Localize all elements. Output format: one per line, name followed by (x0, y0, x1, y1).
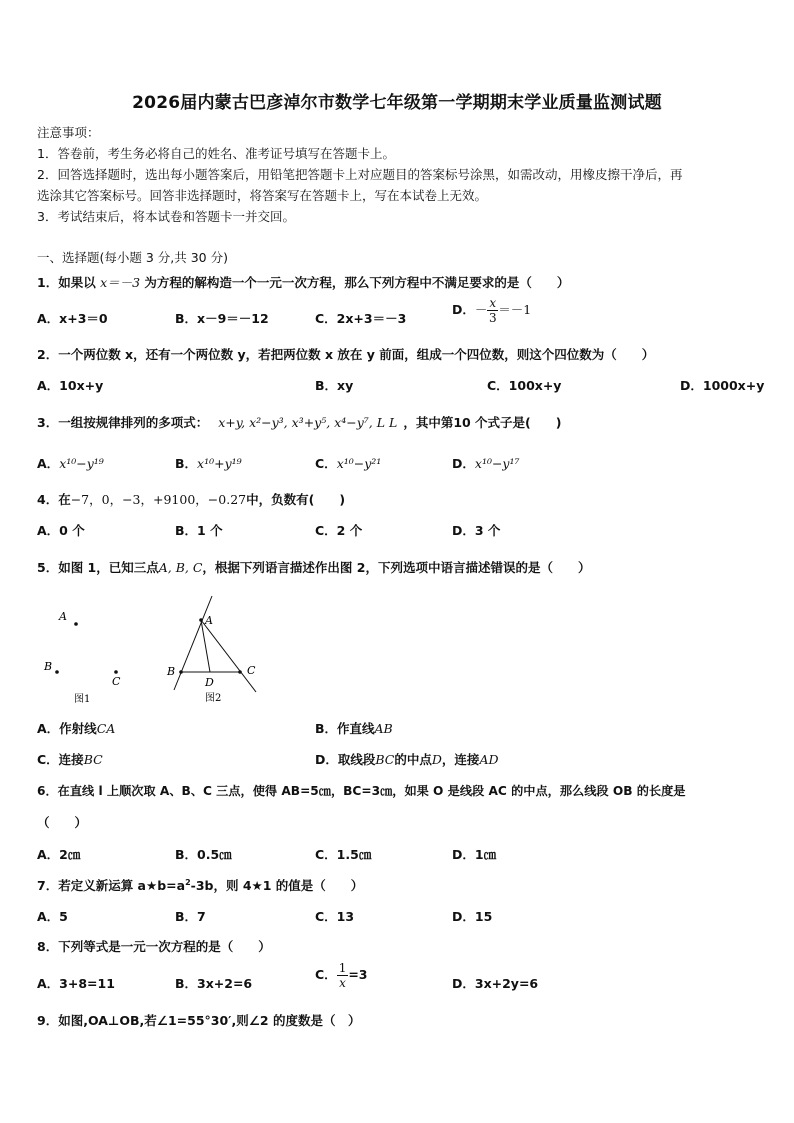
q1-d-rest: ＝－1 (498, 302, 532, 317)
q4-option-d: D．3 个 (452, 523, 501, 538)
q1-option-d (452, 297, 531, 324)
fig2-label-a: A (205, 614, 213, 627)
q5-c-math: BC (83, 752, 103, 767)
q4-option-c: C．2 个 (315, 523, 363, 538)
q5-a-label: A．作射线 (37, 721, 97, 736)
notice-item-1: 1．答卷前，考生务必将自己的姓名、准考证号填写在答题卡上。 (37, 146, 395, 161)
q1-stem-part-a: 1．如果以 (37, 275, 101, 290)
q7-stem-sup: 2 (185, 878, 191, 887)
q8-c-fraction (337, 962, 349, 989)
q1-option-c: C．2x+3＝－3 (315, 311, 407, 326)
question-6-stem: 6．在直线 l 上顺次取 A、B、C 三点，使得 AB=5㎝，BC=3㎝，如果 O 是线段 AC 的中点，那么线段 OB 的长度是 (37, 784, 686, 798)
q3-stem-math: x+y, x²−y³, x³+y⁵, x⁴−y⁷, L L (218, 415, 398, 430)
q8-c-numerator: 1 (338, 961, 347, 975)
q1-stem-math: x＝－3 (100, 275, 141, 290)
question-8-stem: 8．下列等式是一元一次方程的是（ ） (37, 939, 271, 954)
fig2-point-b (179, 670, 183, 674)
q5-a-math: CA (96, 721, 116, 736)
fig1-label-a: A (59, 610, 67, 623)
q3-d-label: D． (452, 456, 475, 471)
q5-option-c (37, 750, 103, 768)
q1-d-denominator: 3 (488, 311, 497, 325)
q2-option-b: B．xy (315, 378, 354, 393)
fig2-label-b: B (167, 665, 176, 678)
q8-option-b: B．3x+2=6 (175, 976, 253, 991)
fig1-caption: 图1 (74, 694, 91, 705)
q5-option-b (315, 719, 393, 737)
q8-c-rest: =3 (348, 967, 368, 982)
q5-d-math-3: AD (479, 752, 499, 767)
fig1-label-c: C (112, 675, 121, 688)
q3-a-math: x¹⁰−y¹⁹ (59, 456, 104, 471)
q8-c-label: C． (315, 967, 337, 982)
notice-item-2: 2．回答选择题时，选出每小题答案后，用铅笔把答题卡上对应题目的答案标号涂黑，如需改动，用橡皮擦干净后，再 (37, 167, 683, 182)
question-4-stem (37, 490, 345, 508)
q7-stem-part-b: -3b，则 4★1 的值是（ ） (190, 878, 364, 893)
figure-1 (43, 610, 121, 705)
q2-option-a: A．10x+y (37, 378, 104, 393)
fig1-point-c (114, 670, 118, 674)
section-heading: 一、选择题(每小题 3 分,共 30 分) (37, 250, 228, 265)
q5-c-label: C．连接 (37, 752, 84, 767)
q4-option-b: B．1 个 (175, 523, 223, 538)
q6-option-b: B．0.5㎝ (175, 847, 232, 862)
q5-b-label: B．作直线 (315, 721, 375, 736)
q2-option-c: C．100x+y (487, 378, 562, 393)
q1-d-neg: － (474, 302, 488, 317)
fig1-point-b (55, 670, 59, 674)
q5-b-math: AB (374, 721, 393, 736)
q5-d-label: D．取线段 (315, 752, 376, 767)
q8-c-denominator: x (339, 976, 346, 990)
question-3-stem (37, 413, 562, 431)
q5-stem-part-b: ，根据下列语言描述作出图 2，下列选项中语言描述错误的是（ ） (202, 560, 591, 575)
q5-d-mid: 的中点 (394, 752, 432, 767)
q7-option-a: A．5 (37, 909, 68, 924)
q8-option-a: A．3+8=11 (37, 976, 115, 991)
q5-d-mid2: ，连接 (441, 752, 480, 767)
q6-option-a: A．2㎝ (37, 847, 81, 862)
question-1-stem (37, 273, 569, 291)
question-5-stem (37, 558, 590, 576)
q5-option-a (37, 719, 115, 737)
q3-d-math: x¹⁰−y¹⁷ (474, 456, 520, 471)
q7-option-b: B．7 (175, 909, 206, 924)
q1-d-numerator: x (489, 296, 497, 310)
page-title: 2026届内蒙古巴彦淖尔市数学七年级第一学期期末学业质量监测试题 (132, 93, 662, 113)
fig2-label-c: C (247, 664, 256, 677)
q4-stem-part-a: 4．在 (37, 492, 71, 507)
notice-item-3: 3．考试结束后，将本试卷和答题卡一并交回。 (37, 209, 295, 224)
q1-d-fraction (487, 297, 498, 324)
q3-option-a (37, 454, 104, 472)
question-2-stem: 2．一个两位数 x，还有一个两位数 y，若把两位数 x 放在 y 前面，组成一个四位数，则这个四位数为（ ） (37, 347, 655, 362)
fig2-label-d: D (205, 676, 214, 689)
q5-figures (30, 590, 290, 710)
q7-option-c: C．13 (315, 909, 355, 924)
q1-d-label: D． (452, 302, 475, 317)
q5-option-d (315, 750, 499, 768)
q5-stem-part-a: 5．如图 1，已知三点 (37, 560, 159, 575)
q4-stem-part-b: 中，负数有( ) (246, 492, 346, 507)
q6-paren: （ ） (37, 815, 88, 830)
q1-stem-part-b: 为方程的解构造一个一元一次方程，那么下列方程中不满足要求的是（ ） (140, 275, 570, 290)
fig1-point-a (74, 622, 78, 626)
figure-2 (166, 596, 256, 704)
q4-stem-math: −7，0，−3，+9100，−0.27 (70, 492, 247, 507)
q1-option-b: B．x－9＝－12 (175, 311, 269, 326)
q3-c-math: x¹⁰−y²¹ (336, 456, 382, 471)
q3-stem-part-a: 3．一组按规律排列的多项式： (37, 415, 209, 430)
q1-option-a: A．x+3＝0 (37, 311, 108, 326)
q3-option-d (452, 454, 520, 472)
q6-option-c: C．1.5㎝ (315, 847, 372, 862)
notice-item-2-cont: 选涂其它答案标号。回答非选择题时，将答案写在答题卡上，写在本试卷上无效。 (37, 188, 488, 203)
q3-stem-part-b: ，其中第10 个式子是( ) (403, 415, 562, 430)
fig2-segment-ad (201, 620, 210, 672)
q4-option-a: A．0 个 (37, 523, 85, 538)
q7-stem-part-a: 7．若定义新运算 a★b=a (37, 878, 186, 893)
fig2-caption: 图2 (205, 693, 222, 704)
fig1-label-b: B (44, 660, 53, 673)
q3-option-c (315, 454, 381, 472)
q3-c-label: C． (315, 456, 337, 471)
q5-d-math-2: D (431, 752, 442, 767)
q6-option-d: D．1㎝ (452, 847, 497, 862)
q2-option-d: D．1000x+y (680, 378, 765, 393)
fig2-point-c (238, 670, 242, 674)
q8-option-c (315, 962, 368, 989)
q7-option-d: D．15 (452, 909, 493, 924)
q5-d-math-1: BC (375, 752, 395, 767)
q5-stem-math: A, B, C (158, 560, 203, 575)
notice-heading: 注意事项： (37, 125, 100, 140)
q3-a-label: A． (37, 456, 60, 471)
q3-b-math: x¹⁰+y¹⁹ (197, 456, 242, 471)
fig2-point-a (199, 618, 203, 622)
question-7-stem (37, 876, 363, 894)
question-9-stem: 9．如图,OA⊥OB,若∠1=55°30′,则∠2 的度数是（ ） (37, 1013, 361, 1028)
q8-option-d: D．3x+2y=6 (452, 976, 539, 991)
q3-b-label: B． (175, 456, 198, 471)
q3-option-b (175, 454, 242, 472)
